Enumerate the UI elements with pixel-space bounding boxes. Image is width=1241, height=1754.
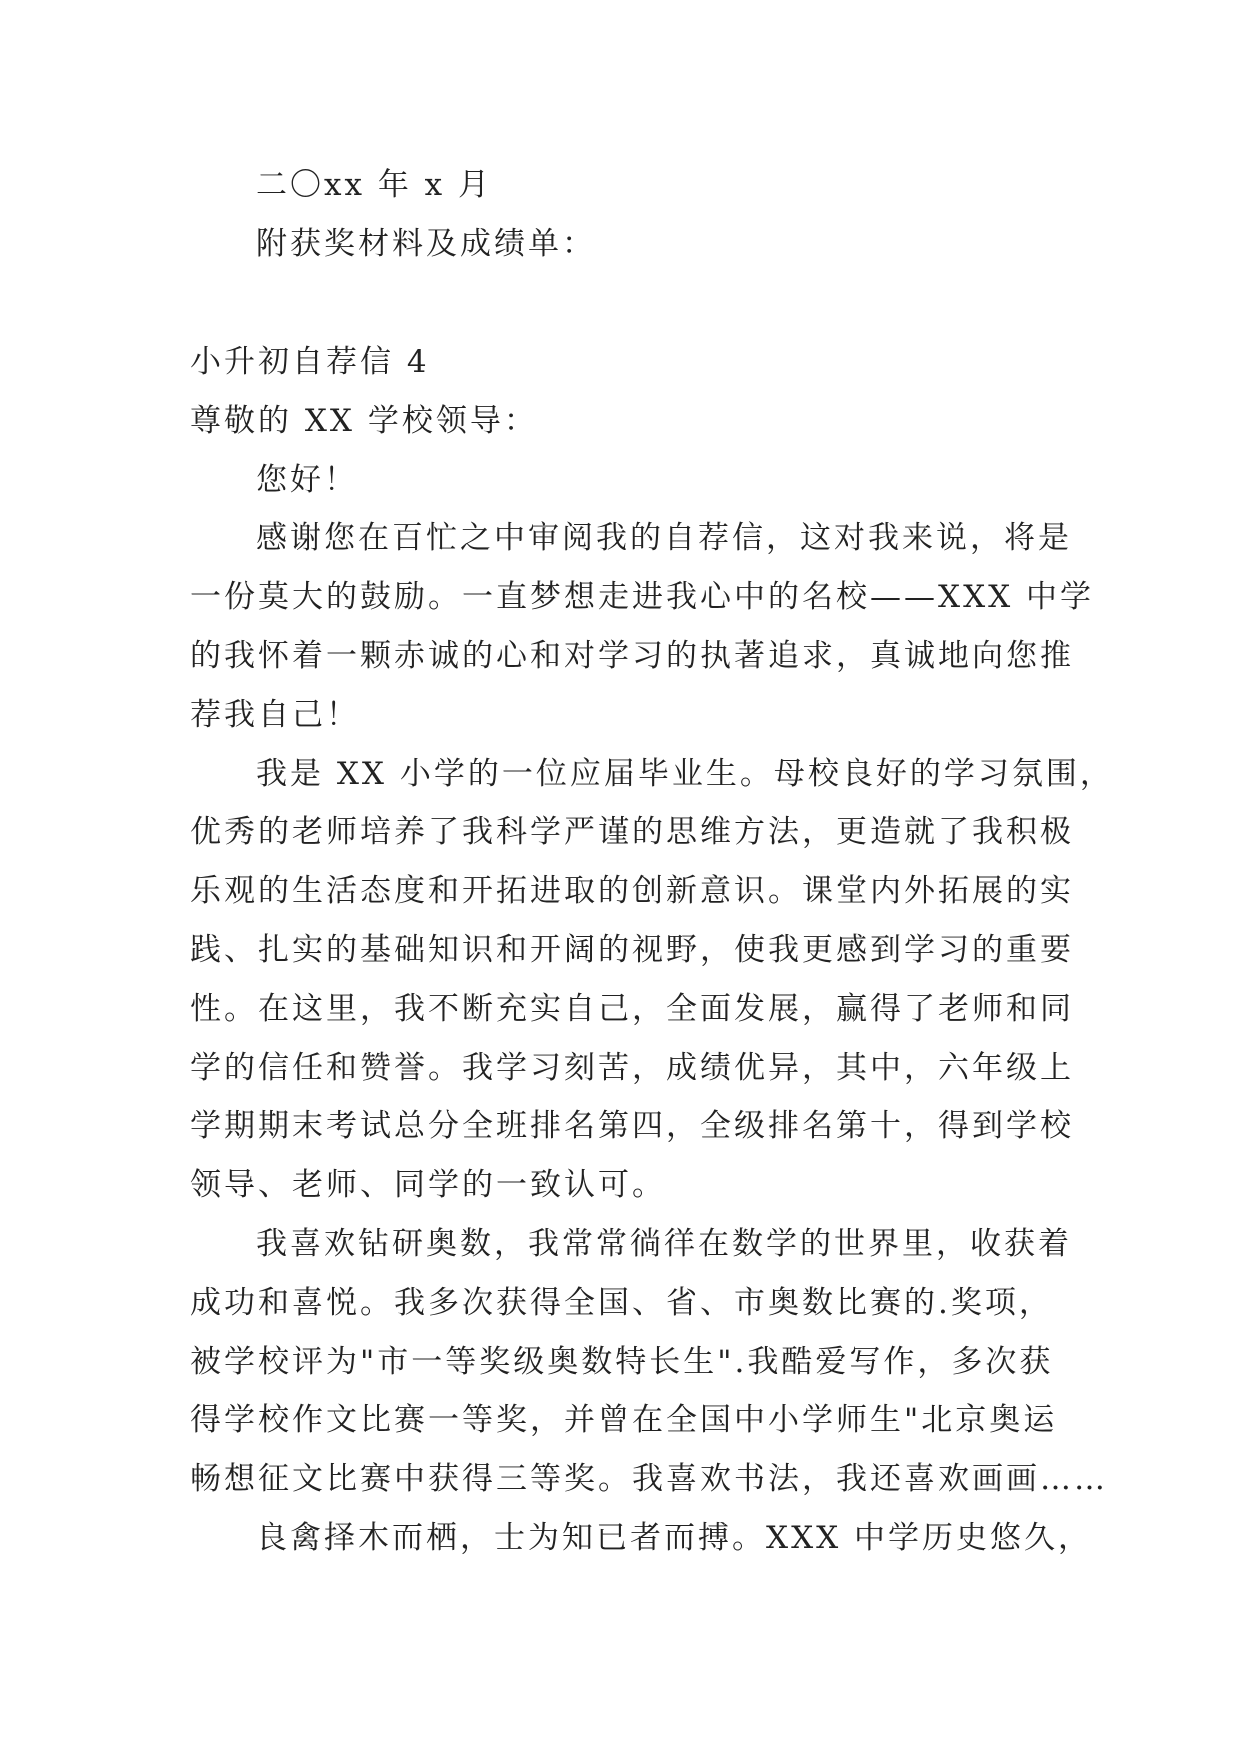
paragraph-2-line-2: 优秀的老师培养了我科学严谨的思维方法，更造就了我积极 bbox=[190, 814, 1074, 850]
paragraph-2-line-6: 学的信任和赞誉。我学习刻苦，成绩优异，其中，六年级上 bbox=[190, 1050, 1074, 1086]
paragraph-3-line-4: 得学校作文比赛一等奖，并曾在全国中小学师生"北京奥运 bbox=[190, 1402, 1058, 1438]
paragraph-4-line-1: 良禽择木而栖，士为知已者而搏。XXX 中学历史悠久， bbox=[256, 1520, 1093, 1556]
paragraph-3-line-1: 我喜欢钻研奥数，我常常徜徉在数学的世界里，收获着 bbox=[256, 1226, 1072, 1262]
paragraph-2-line-3: 乐观的生活态度和开拓进取的创新意识。课堂内外拓展的实 bbox=[190, 873, 1074, 909]
date-line: 二〇xx 年 x 月 bbox=[256, 167, 493, 203]
paragraph-1-line-4: 荐我自己！ bbox=[190, 697, 360, 733]
letter-title: 小升初自荐信 4 bbox=[190, 344, 430, 380]
paragraph-3-line-5: 畅想征文比赛中获得三等奖。我喜欢书法，我还喜欢画画…… bbox=[190, 1461, 1108, 1497]
paragraph-3-line-3: 被学校评为"市一等奖级奥数特长生".我酷爱写作，多次获 bbox=[190, 1344, 1054, 1380]
paragraph-2-line-8: 领导、老师、同学的一致认可。 bbox=[190, 1167, 666, 1203]
greeting: 您好！ bbox=[256, 462, 358, 498]
paragraph-2-line-5: 性。在这里，我不断充实自己，全面发展，赢得了老师和同 bbox=[190, 991, 1074, 1027]
salutation: 尊敬的 XX 学校领导： bbox=[190, 403, 538, 439]
paragraph-1-line-2: 一份莫大的鼓励。一直梦想走进我心中的名校——XXX 中学 bbox=[190, 579, 1095, 615]
paragraph-2-line-4: 践、扎实的基础知识和开阔的视野，使我更感到学习的重要 bbox=[190, 932, 1074, 968]
paragraph-3-line-2: 成功和喜悦。我多次获得全国、省、市奥数比赛的.奖项， bbox=[190, 1285, 1053, 1321]
paragraph-1-line-3: 的我怀着一颗赤诚的心和对学习的执著追求，真诚地向您推 bbox=[190, 638, 1074, 674]
paragraph-2-line-7: 学期期末考试总分全班排名第四，全级排名第十，得到学校 bbox=[190, 1108, 1074, 1144]
paragraph-1-line-1: 感谢您在百忙之中审阅我的自荐信，这对我来说，将是 bbox=[256, 520, 1072, 556]
paragraph-2-line-1: 我是 XX 小学的一位应届毕业生。母校良好的学习氛围， bbox=[256, 756, 1114, 792]
attachment-note: 附获奖材料及成绩单： bbox=[256, 226, 596, 262]
